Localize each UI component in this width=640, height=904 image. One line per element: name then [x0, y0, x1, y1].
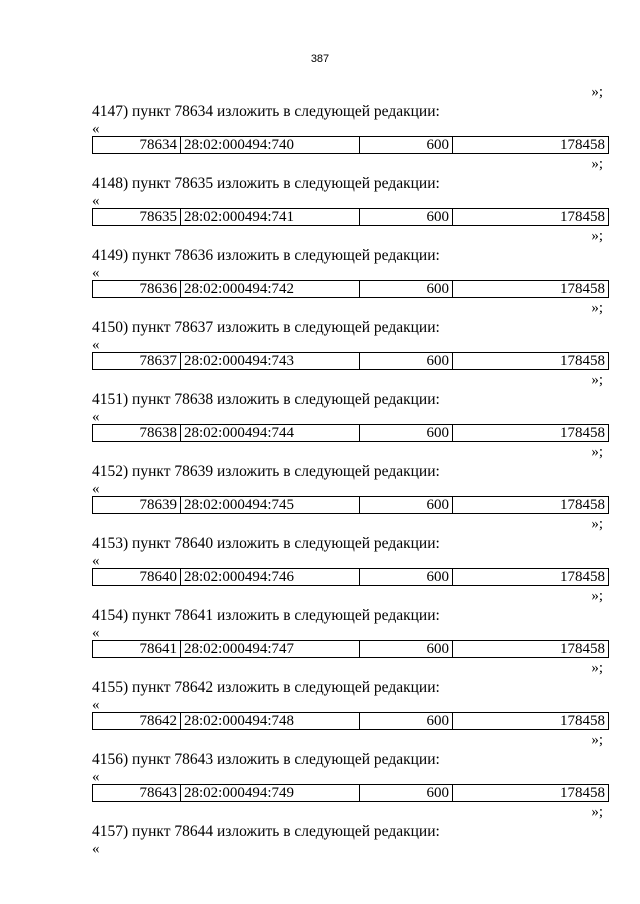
closing-quote: »; — [591, 300, 603, 316]
table-row — [93, 281, 609, 298]
item-number-cell: 78637 — [93, 353, 181, 370]
cadastral-number-cell: 28:02:000494:740 — [181, 137, 360, 154]
closing-quote: »; — [591, 660, 603, 676]
amendment-heading: 4148) пункт 78635 изложить в следующей редакции: — [92, 175, 440, 192]
item-number-cell: 78638 — [93, 425, 181, 442]
area-cell: 600 — [360, 353, 453, 370]
area-cell: 600 — [360, 713, 453, 730]
opening-quote: « — [92, 841, 100, 857]
cadastral-number-cell: 28:02:000494:744 — [181, 425, 360, 442]
table-row — [93, 641, 609, 658]
cadastral-number-cell: 28:02:000494:741 — [181, 209, 360, 226]
closing-quote: »; — [591, 444, 603, 460]
area-cell: 600 — [360, 785, 453, 802]
closing-quote: »; — [591, 228, 603, 244]
amendment-heading: 4147) пункт 78634 изложить в следующей редакции: — [92, 103, 440, 120]
opening-quote: « — [92, 337, 100, 353]
table-row — [93, 353, 609, 370]
table-row — [93, 497, 609, 514]
area-cell: 600 — [360, 425, 453, 442]
opening-quote: « — [92, 625, 100, 641]
cadastral-number-cell: 28:02:000494:742 — [181, 281, 360, 298]
amendment-table — [92, 208, 609, 226]
table-row — [93, 785, 609, 802]
area-cell: 600 — [360, 569, 453, 586]
area-cell: 600 — [360, 137, 453, 154]
area-cell: 600 — [360, 497, 453, 514]
amendment-table — [92, 712, 609, 730]
amendment-heading: 4157) пункт 78644 изложить в следующей редакции: — [92, 823, 440, 840]
cadastral-number-cell: 28:02:000494:746 — [181, 569, 360, 586]
closing-quote: »; — [591, 516, 603, 532]
amendment-table — [92, 640, 609, 658]
amendment-heading: 4154) пункт 78641 изложить в следующей редакции: — [92, 607, 440, 624]
opening-quote: « — [92, 481, 100, 497]
document-body — [92, 82, 609, 856]
area-cell: 600 — [360, 209, 453, 226]
value-cell: 178458 — [453, 641, 609, 658]
cadastral-number-cell: 28:02:000494:745 — [181, 497, 360, 514]
cadastral-number-cell: 28:02:000494:747 — [181, 641, 360, 658]
item-number-cell: 78642 — [93, 713, 181, 730]
table-row — [93, 569, 609, 586]
amendment-heading: 4149) пункт 78636 изложить в следующей редакции: — [92, 247, 440, 264]
area-cell: 600 — [360, 281, 453, 298]
item-number-cell: 78639 — [93, 497, 181, 514]
amendment-table — [92, 352, 609, 370]
closing-quote: »; — [591, 588, 603, 604]
value-cell: 178458 — [453, 425, 609, 442]
value-cell: 178458 — [453, 713, 609, 730]
amendment-heading: 4156) пункт 78643 изложить в следующей редакции: — [92, 751, 440, 768]
value-cell: 178458 — [453, 569, 609, 586]
value-cell: 178458 — [453, 785, 609, 802]
amendment-heading: 4155) пункт 78642 изложить в следующей редакции: — [92, 679, 440, 696]
amendment-table — [92, 496, 609, 514]
item-number-cell: 78643 — [93, 785, 181, 802]
amendment-heading: 4153) пункт 78640 изложить в следующей редакции: — [92, 535, 440, 552]
value-cell: 178458 — [453, 353, 609, 370]
opening-quote: « — [92, 769, 100, 785]
opening-quote: « — [92, 409, 100, 425]
closing-quote: »; — [591, 156, 603, 172]
item-number-cell: 78640 — [93, 569, 181, 586]
cadastral-number-cell: 28:02:000494:743 — [181, 353, 360, 370]
table-row — [93, 209, 609, 226]
table-row — [93, 137, 609, 154]
table-row — [93, 713, 609, 730]
amendment-table — [92, 136, 609, 154]
amendment-table — [92, 424, 609, 442]
item-number-cell: 78641 — [93, 641, 181, 658]
opening-quote: « — [92, 697, 100, 713]
amendment-table — [92, 280, 609, 298]
closing-quote: »; — [591, 804, 603, 820]
value-cell: 178458 — [453, 281, 609, 298]
value-cell: 178458 — [453, 209, 609, 226]
page-number: 387 — [310, 53, 330, 65]
amendment-heading: 4152) пункт 78639 изложить в следующей редакции: — [92, 463, 440, 480]
area-cell: 600 — [360, 641, 453, 658]
closing-quote: »; — [591, 732, 603, 748]
item-number-cell: 78635 — [93, 209, 181, 226]
amendment-list — [92, 102, 609, 822]
opening-quote: « — [92, 121, 100, 137]
closing-quote: »; — [591, 84, 603, 100]
amendment-heading: 4151) пункт 78638 изложить в следующей редакции: — [92, 391, 440, 408]
amendment-table — [92, 784, 609, 802]
cadastral-number-cell: 28:02:000494:749 — [181, 785, 360, 802]
opening-quote: « — [92, 553, 100, 569]
value-cell: 178458 — [453, 497, 609, 514]
item-number-cell: 78634 — [93, 137, 181, 154]
opening-quote: « — [92, 265, 100, 281]
closing-quote: »; — [591, 372, 603, 388]
amendment-heading: 4150) пункт 78637 изложить в следующей редакции: — [92, 319, 440, 336]
table-row — [93, 425, 609, 442]
amendment-table — [92, 568, 609, 586]
cadastral-number-cell: 28:02:000494:748 — [181, 713, 360, 730]
item-number-cell: 78636 — [93, 281, 181, 298]
value-cell: 178458 — [453, 137, 609, 154]
opening-quote: « — [92, 193, 100, 209]
